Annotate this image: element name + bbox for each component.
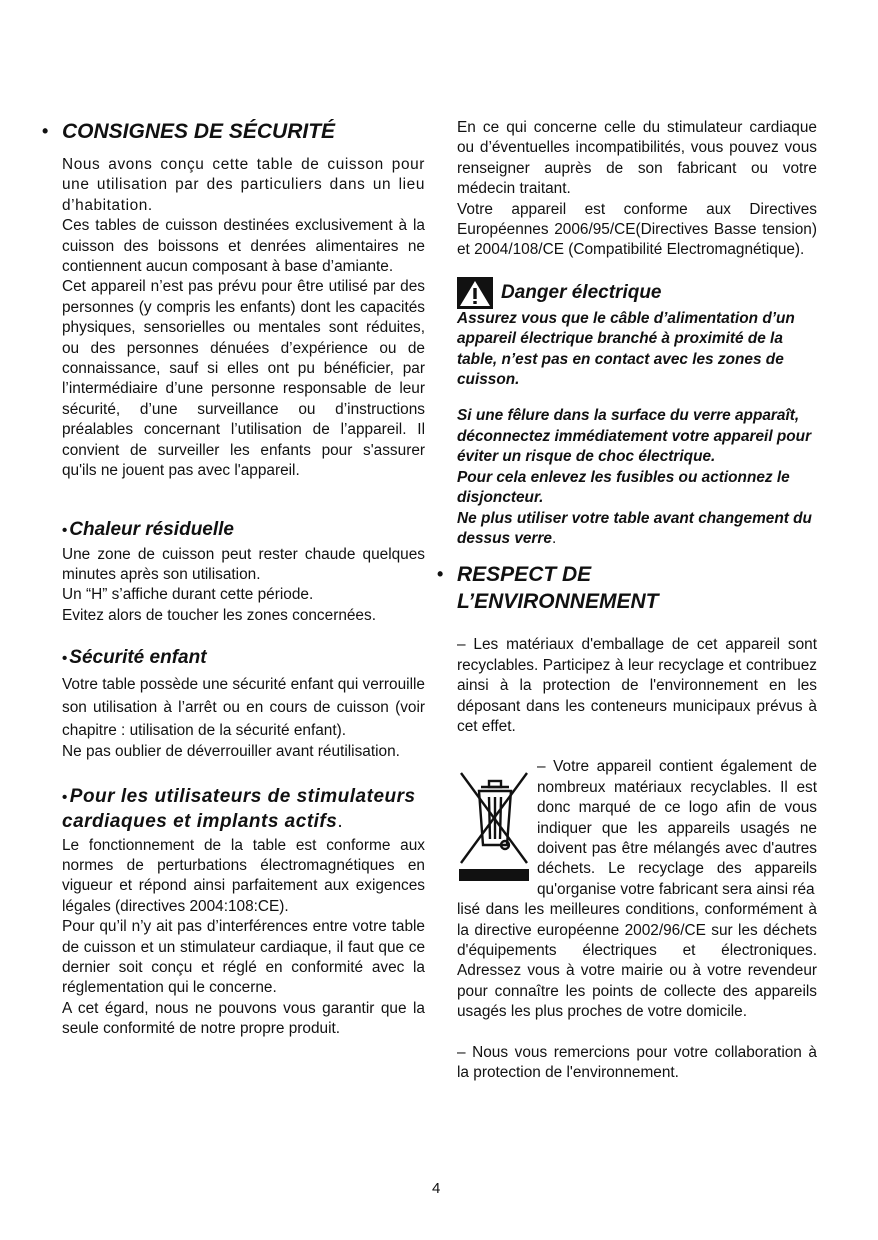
right-column — [437, 118, 817, 1083]
enfant-paragraph-2: Ne pas oublier de déverrouiller avant réutilisation. — [62, 743, 400, 761]
bullet-icon: • — [62, 521, 68, 539]
env-paragraph-2-wrapped: – Votre appareil contient également de nombreux matériaux recyclables. Il est donc marqué de ce logo afin de vous indiquer que les appareils usagés ne doivent pas être mélangés avec d'autres déchets. Le recyclage des appareils qu'organise votre fabricant sera ainsi réa — [537, 758, 817, 898]
page-number: 4 — [432, 1180, 441, 1197]
env-paragraph-3: – Nous vous remercions pour votre collaboration à la protection de l'environnement. — [457, 1043, 817, 1082]
env-paragraph-2-rest: lisé dans les meilleures conditions, conformément à la directive européenne 2002/96/CE sur les déchets d'équipements électriques et électroniques. Adressez vous à votre mairie ou à votre revendeur pour connaître les points de collecte des appareils usagés les plus proches de votre domicile. — [457, 901, 817, 1021]
danger-paragraph-3: Pour cela enlevez les fusibles ou actionnez le disjoncteur. — [457, 468, 790, 507]
subsection-title-enfant: • Sécurité enfant — [62, 647, 207, 669]
section-title-environnement: • RESPECT DE L’ENVIRONNEMENT — [437, 563, 659, 614]
chaleur-paragraph-2: Un “H” s’affiche durant cette période. — [62, 586, 314, 604]
subsection-title-stimulateurs: • Pour les utilisateurs de stimulateurs cardiaques et implants actifs. — [62, 785, 416, 832]
stim-paragraph-1: Le fonctionnement de la table est conforme aux normes de perturbations électromagnétiques en vigueur et répond ainsi parfaitement aux exigences légales (directives 2004:108:CE). — [62, 836, 425, 915]
bullet-icon: • — [42, 121, 49, 141]
bullet-icon: • — [62, 650, 68, 668]
bullet-icon: • — [437, 564, 444, 585]
stim-paragraph-3: A cet égard, nous ne pouvons vous garantir que la seule conformité de notre propre produit. — [62, 999, 425, 1038]
intro-paragraph-3: Cet appareil n’est pas prévu pour être utilisé par des personnes (y compris les enfants) dont les capacités physiques, sensorielles ou mentales sont réduites, ou des personnes dénuées d’expérience ou de connaissance, sauf si elles ont pu bénéficier, par l’intermédiaire d’une personne responsable de leur sécurité, d’une surveillance ou d’instructions préalables concernant l’utilisation de l’appareil. Il convient de surveiller les enfants pour s'assurer qu'ils ne jouent pas avec l'appareil. — [62, 278, 425, 480]
warning-icon — [457, 277, 493, 309]
stim-paragraph-2: Pour qu’il n’y ait pas d’interférences entre votre table de cuisson et un stimulateur cardiaque, il faut que ce dernier soit conçu et réglé en conformité avec la réglementation qui le concerne. — [62, 918, 425, 997]
intro-paragraph-1: Nous avons conçu cette table de cuisson pour une utilisation par des particuliers dans un lieu d’habitation. — [62, 156, 425, 214]
danger-paragraph-2: Si une fêlure dans la surface du verre apparaît, déconnectez immédiatement votre appareil pour éviter un risque de choc électrique. — [457, 407, 812, 466]
left-column — [42, 118, 425, 1040]
chaleur-paragraph-3: Evitez alors de toucher les zones concernées. — [62, 606, 376, 624]
bullet-icon: • — [62, 788, 68, 806]
env-paragraph-1: – Les matériaux d'emballage de cet appareil sont recyclables. Participez à leur recyclage et contribuez ainsi à la protection de l'environnement en les déposant dans les conteneurs municipaux prévus à cet effet. — [457, 636, 817, 735]
section-title-securite: • CONSIGNES DE SÉCURITÉ — [42, 120, 336, 143]
subsection-title-chaleur: • Chaleur résiduelle — [62, 518, 234, 540]
intro-paragraph-2: Ces tables de cuisson destinées exclusivement à la cuisson des boissons et denrées alimentaires ne contiennent aucun composant à base d’amiante. — [62, 217, 425, 276]
danger-paragraph-1: Assurez vous que le câble d’alimentation d’un appareil électrique branché à proximité de la table, n’est pas en contact avec les zones de cuisson. — [457, 309, 795, 389]
continued-paragraph-2: Votre appareil est conforme aux Directives Européennes 2006/95/CE(Directives Basse tension) et 2004/108/CE (Compatibilité Electromagnétique). — [457, 200, 817, 259]
enfant-paragraph-1: Votre table possède une sécurité enfant qui verrouille son utilisation à l’arrêt ou en cours de cuisson (voir chapitre : utilisation de la sécurité enfant). — [62, 676, 425, 740]
recycling-block — [457, 757, 817, 1022]
danger-paragraph-4: Ne plus utiliser votre table avant changement du dessus verre. — [457, 509, 812, 547]
danger-title: Danger électrique — [457, 277, 817, 309]
continued-paragraph-1: En ce qui concerne celle du stimulateur cardiaque ou d’éventuelles incompatibilités, vous pouvez vous renseigner auprès de son fabricant ou votre médecin traitant. — [457, 119, 817, 198]
weee-crossed-bin-icon — [457, 761, 531, 881]
chaleur-paragraph-1: Une zone de cuisson peut rester chaude quelques minutes après son utilisation. — [62, 545, 425, 583]
